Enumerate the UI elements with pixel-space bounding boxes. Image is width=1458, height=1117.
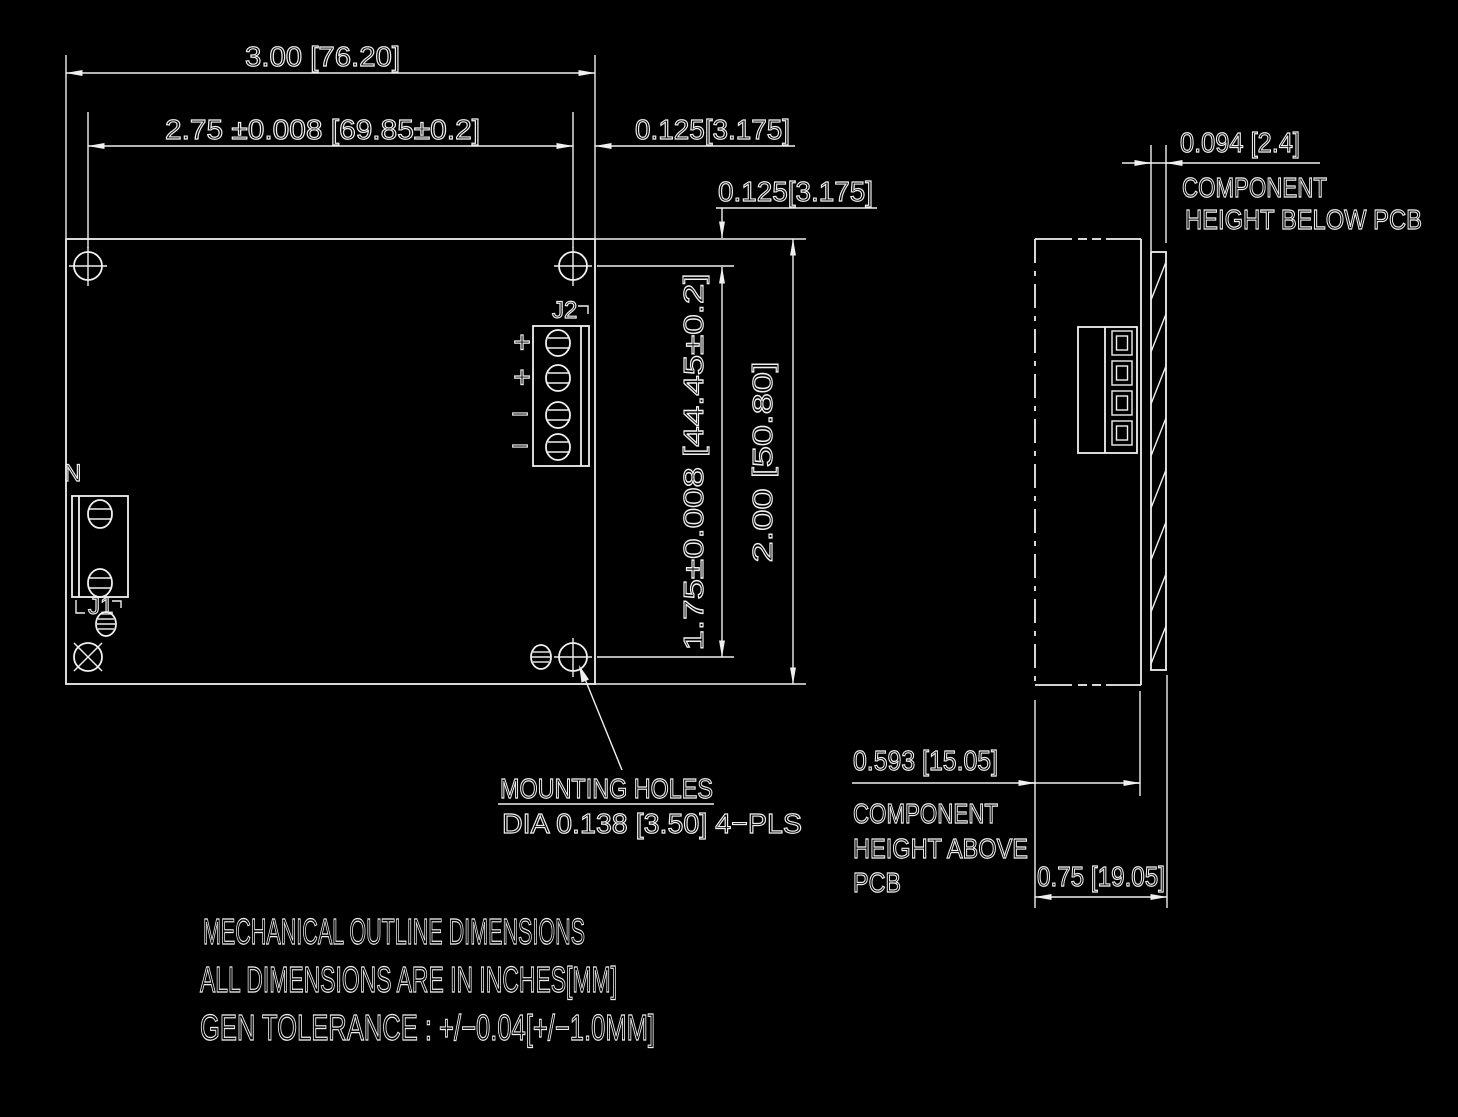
below-pcb-label-2: HEIGHT BELOW PCB (1185, 204, 1422, 235)
pcb-cross-section (1151, 252, 1166, 670)
side-terminal-1 (1112, 331, 1132, 355)
mounting-holes-callout (498, 665, 802, 839)
side-view (1035, 239, 1166, 685)
below-pcb-label-1: COMPONENT (1182, 172, 1327, 203)
front-view (64, 239, 595, 684)
j2-pin-minus-1: − (511, 398, 529, 431)
front-view-dimensions (66, 41, 877, 839)
mounting-hole-bottom-right (554, 638, 592, 677)
above-pcb-label-1: COMPONENT (853, 798, 998, 829)
connector-j1 (64, 460, 128, 636)
dim-total-thickness: 0.75 [19.05] (1037, 861, 1165, 892)
dim-overall-width: 3.00 [76.20] (245, 41, 400, 72)
mounting-hole-top-left (69, 247, 107, 286)
j2-polarity-mark-icon (578, 306, 588, 314)
side-connector (1078, 327, 1137, 453)
j2-label: J2 (552, 297, 578, 324)
note-tolerance: GEN TOLERANCE : +/−0.04[+/−1.0MM] (200, 1007, 655, 1048)
note-units: ALL DIMENSIONS ARE IN INCHES[MM] (200, 959, 617, 1000)
mounting-hole-top-right (554, 247, 592, 286)
j2-screw-4 (546, 434, 570, 460)
above-pcb-label-3: PCB (853, 867, 901, 898)
n-label: N (64, 460, 82, 487)
dim-hole-span-height: 1.75±0.008 [44.45±0.2] (678, 362, 709, 651)
j2-screw-1 (546, 330, 570, 356)
mounting-note-detail: DIA 0.138 [3.50] 4−PLS (502, 808, 802, 839)
dim-overall-height: 2.00 [50.80] (747, 414, 778, 563)
side-terminal-2 (1112, 361, 1132, 385)
connector-j2 (511, 297, 589, 466)
j2-screw-3 (546, 402, 570, 428)
drawing-notes (200, 911, 655, 1048)
mounting-note-title: MOUNTING HOLES (500, 773, 713, 804)
j1-label: J1 (88, 593, 114, 620)
j2-pin-plus-1: + (513, 326, 531, 359)
j1-screw-1 (88, 500, 112, 528)
leader-arrow-icon (579, 665, 589, 683)
mounting-hole-bottom-left (74, 643, 102, 671)
dim-hole-span-width: 2.75 ±0.008 [69.85±0.2] (165, 114, 480, 145)
side-terminal-4 (1112, 421, 1132, 445)
dim-hole-offset-top: 0.125[3.175] (718, 176, 873, 207)
j2-screw-2 (546, 365, 570, 391)
dim-above-pcb: 0.593 [15.05] (853, 745, 998, 776)
side-view-dimensions (852, 127, 1422, 908)
j1-bracket-left-icon (76, 600, 85, 613)
dim-hole-offset-right: 0.125[3.175] (635, 114, 790, 145)
side-terminal-3 (1112, 391, 1132, 415)
j2-pin-minus-2: − (511, 430, 529, 463)
above-pcb-label-2: HEIGHT ABOVE (853, 833, 1028, 864)
ground-screw-bottom-right (531, 645, 551, 669)
note-title: MECHANICAL OUTLINE DIMENSIONS (203, 911, 585, 952)
j2-pin-plus-2: + (513, 361, 531, 394)
dim-below-pcb: 0.094 [2.4] (1180, 127, 1300, 158)
